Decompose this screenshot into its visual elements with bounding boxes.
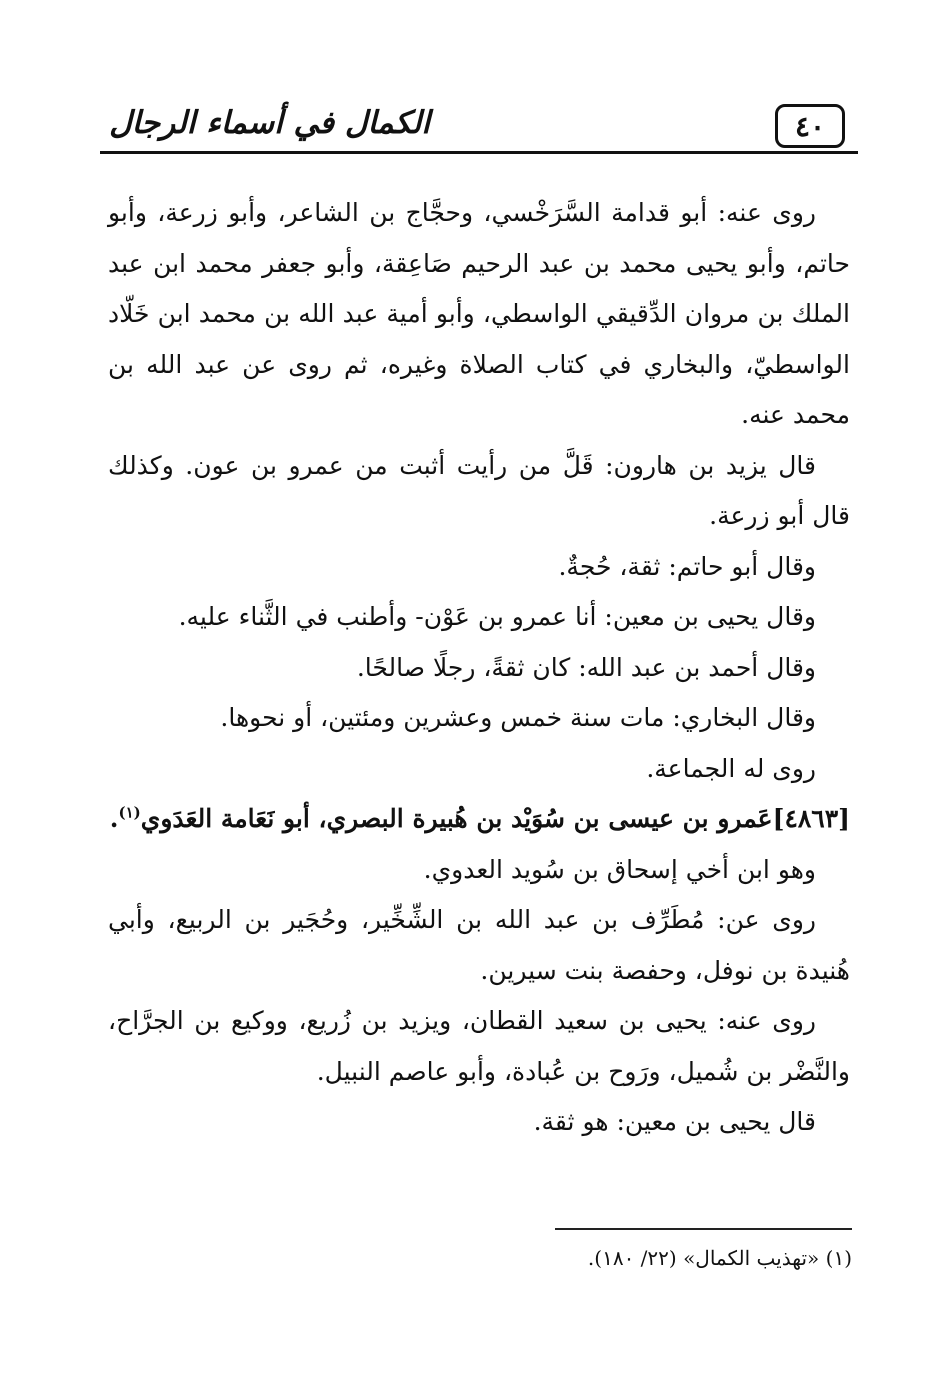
paragraph-ibn-maeen: قال يحيى بن معين: هو ثقة. bbox=[533, 1107, 816, 1136]
entry-number: [٤٨٦٣] bbox=[772, 804, 850, 833]
entry-name: عَمرو بن عيسى بن سُوَيْد بن هُبيرة البصري، أبو نَعَامة العَدَوي bbox=[140, 804, 773, 833]
book-title: الكمال في أسماء الرجال bbox=[109, 105, 430, 141]
paragraph-narrators-from: روى عنه: أبو قدامة السَّرَخْسي، وحجَّاج بن الشاعر، وأبو زرعة، وأبو حاتم، وأبو يحيى محمد بن عبد الرحيم صَاعِقة، وأبو جعفر محمد ابن عبد الملك بن مروان الدِّقيقي الواسطي، وأبو أمية عبد الله بن محمد ابن خَلّاد الواسطيّ، والبخاري في كتاب الصلاة وغيره، ثم روى عن عبد الله بن محمد عنه. bbox=[108, 198, 850, 429]
footnote-rule bbox=[555, 1228, 852, 1230]
paragraph-yahya: وقال يحيى بن معين: أنا عمرو بن عَوْن- وأطنب في الثَّناء عليه. bbox=[178, 602, 816, 631]
footnote-marker: (١) bbox=[118, 803, 141, 822]
entry-end: . bbox=[109, 804, 119, 833]
paragraph-ahmad: وقال أحمد بن عبد الله: كان ثقةً، رجلًا صالحًا. bbox=[356, 652, 816, 682]
paragraph-bukhari: وقال البخاري: مات سنة خمس وعشرين ومئتين، أو نحوها. bbox=[220, 703, 816, 732]
paragraph-abu-hatim: وقال أبو حاتم: ثقة، حُجةٌ. bbox=[558, 551, 816, 581]
footnote: (١) «تهذيب الكمال» (٢٢/ ١٨٠). bbox=[587, 1246, 852, 1270]
paragraph-narrators-to: روى عنه: يحيى بن سعيد القطان، ويزيد بن زُريع، ووكيع بن الجرَّاح، والنَّضْر بن شُميل، ورَوح بن عُبادة، وأبو عاصم النبيل. bbox=[108, 1006, 850, 1086]
paragraph-narrated-from: روى عن: مُطَرِّف بن عبد الله بن الشِّخِّير، وحُجَير بن الربيع، وأبي هُنيدة بن نوفل، وحفصة بنت سيرين. bbox=[108, 905, 850, 985]
entry-heading bbox=[108, 794, 850, 845]
header-rule bbox=[100, 151, 858, 154]
paragraph-nephew: وهو ابن أخي إسحاق بن سُويد العدوي. bbox=[423, 854, 816, 884]
paragraph-jamaa: روى له الجماعة. bbox=[646, 753, 816, 783]
page-number: ٤٠ bbox=[775, 104, 845, 148]
main-text bbox=[108, 188, 850, 1148]
page-header bbox=[100, 96, 858, 156]
paragraph-yazid-quote: قال يزيد بن هارون: قَلَّ من رأيت أثبت من عمرو بن عون. وكذلك قال أبو زرعة. bbox=[108, 450, 850, 530]
